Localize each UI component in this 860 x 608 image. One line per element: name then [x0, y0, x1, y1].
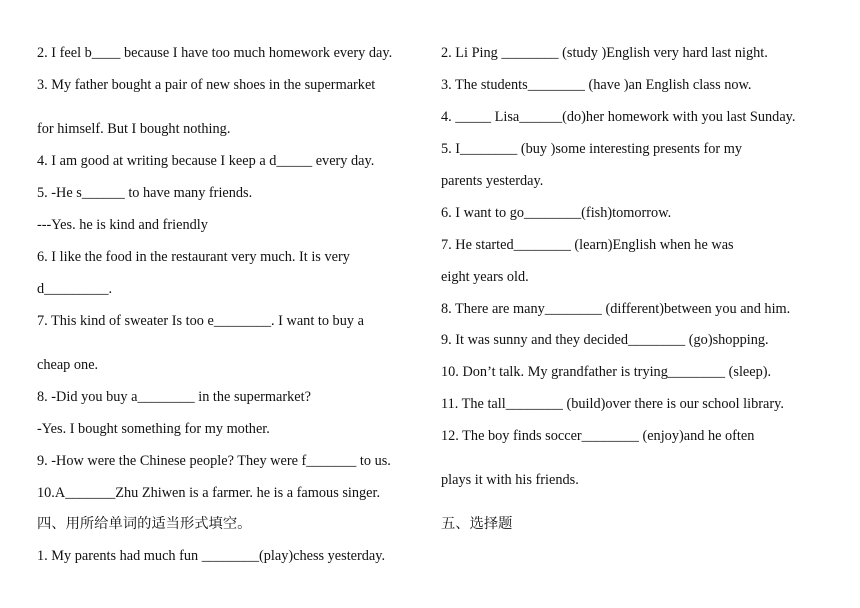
left-line-2: 3. My father bought a pair of new shoes in the supermarket [37, 77, 376, 93]
left-line-5: 5. -He s______ to have many friends. [37, 185, 253, 201]
left-line-16: 1. My parents had much fun ________(play)chess yesterday. [37, 548, 386, 564]
right-line-12: 11. The tall________ (build)over there is our school library. [441, 396, 784, 412]
left-line-10: cheap one. [37, 357, 99, 373]
right-line-13: 12. The boy finds soccer________ (enjoy)and he often [441, 428, 755, 444]
right-line-8: eight years old. [441, 269, 529, 285]
right-line-5: parents yesterday. [441, 173, 544, 189]
right-line-2: 3. The students________ (have )an English class now. [441, 77, 752, 93]
right-line-6: 6. I want to go________(fish)tomorrow. [441, 205, 672, 221]
right-line-4: 5. I________ (buy )some interesting presents for my [441, 141, 742, 157]
left-line-4: 4. I am good at writing because I keep a d_____ every day. [37, 153, 375, 169]
right-line-1: 2. Li Ping ________ (study )English very hard last night. [441, 45, 768, 61]
left-line-9: 7. This kind of sweater Is too e________. I want to buy a [37, 313, 364, 329]
left-line-6: ---Yes. he is kind and friendly [37, 217, 208, 233]
right-line-9: 8. There are many________ (different)between you and him. [441, 301, 791, 317]
left-line-1: 2. I feel b____ because I have too much homework every day. [37, 45, 393, 61]
section-heading-5: 五、选择题 [441, 516, 513, 532]
left-line-8: d_________. [37, 281, 113, 297]
right-line-11: 10. Don’t talk. My grandfather is trying________ (sleep). [441, 364, 772, 380]
left-line-11: 8. -Did you buy a________ in the supermarket? [37, 389, 311, 405]
right-line-10: 9. It was sunny and they decided________ (go)shopping. [441, 332, 769, 348]
right-line-14: plays it with his friends. [441, 472, 579, 488]
left-line-13: 9. -How were the Chinese people? They were f_______ to us. [37, 453, 391, 469]
left-line-7: 6. I like the food in the restaurant very much. It is very [37, 249, 350, 265]
right-line-7: 7. He started________ (learn)English when he was [441, 237, 734, 253]
left-line-3: for himself. But I bought nothing. [37, 121, 231, 137]
section-heading-4: 四、用所给单词的适当形式填空。 [37, 516, 252, 532]
left-line-14: 10.A_______Zhu Zhiwen is a farmer. he is a famous singer. [37, 485, 381, 501]
right-line-3: 4. _____ Lisa______(do)her homework with you last Sunday. [441, 109, 796, 125]
left-line-12: -Yes. I bought something for my mother. [37, 421, 270, 437]
